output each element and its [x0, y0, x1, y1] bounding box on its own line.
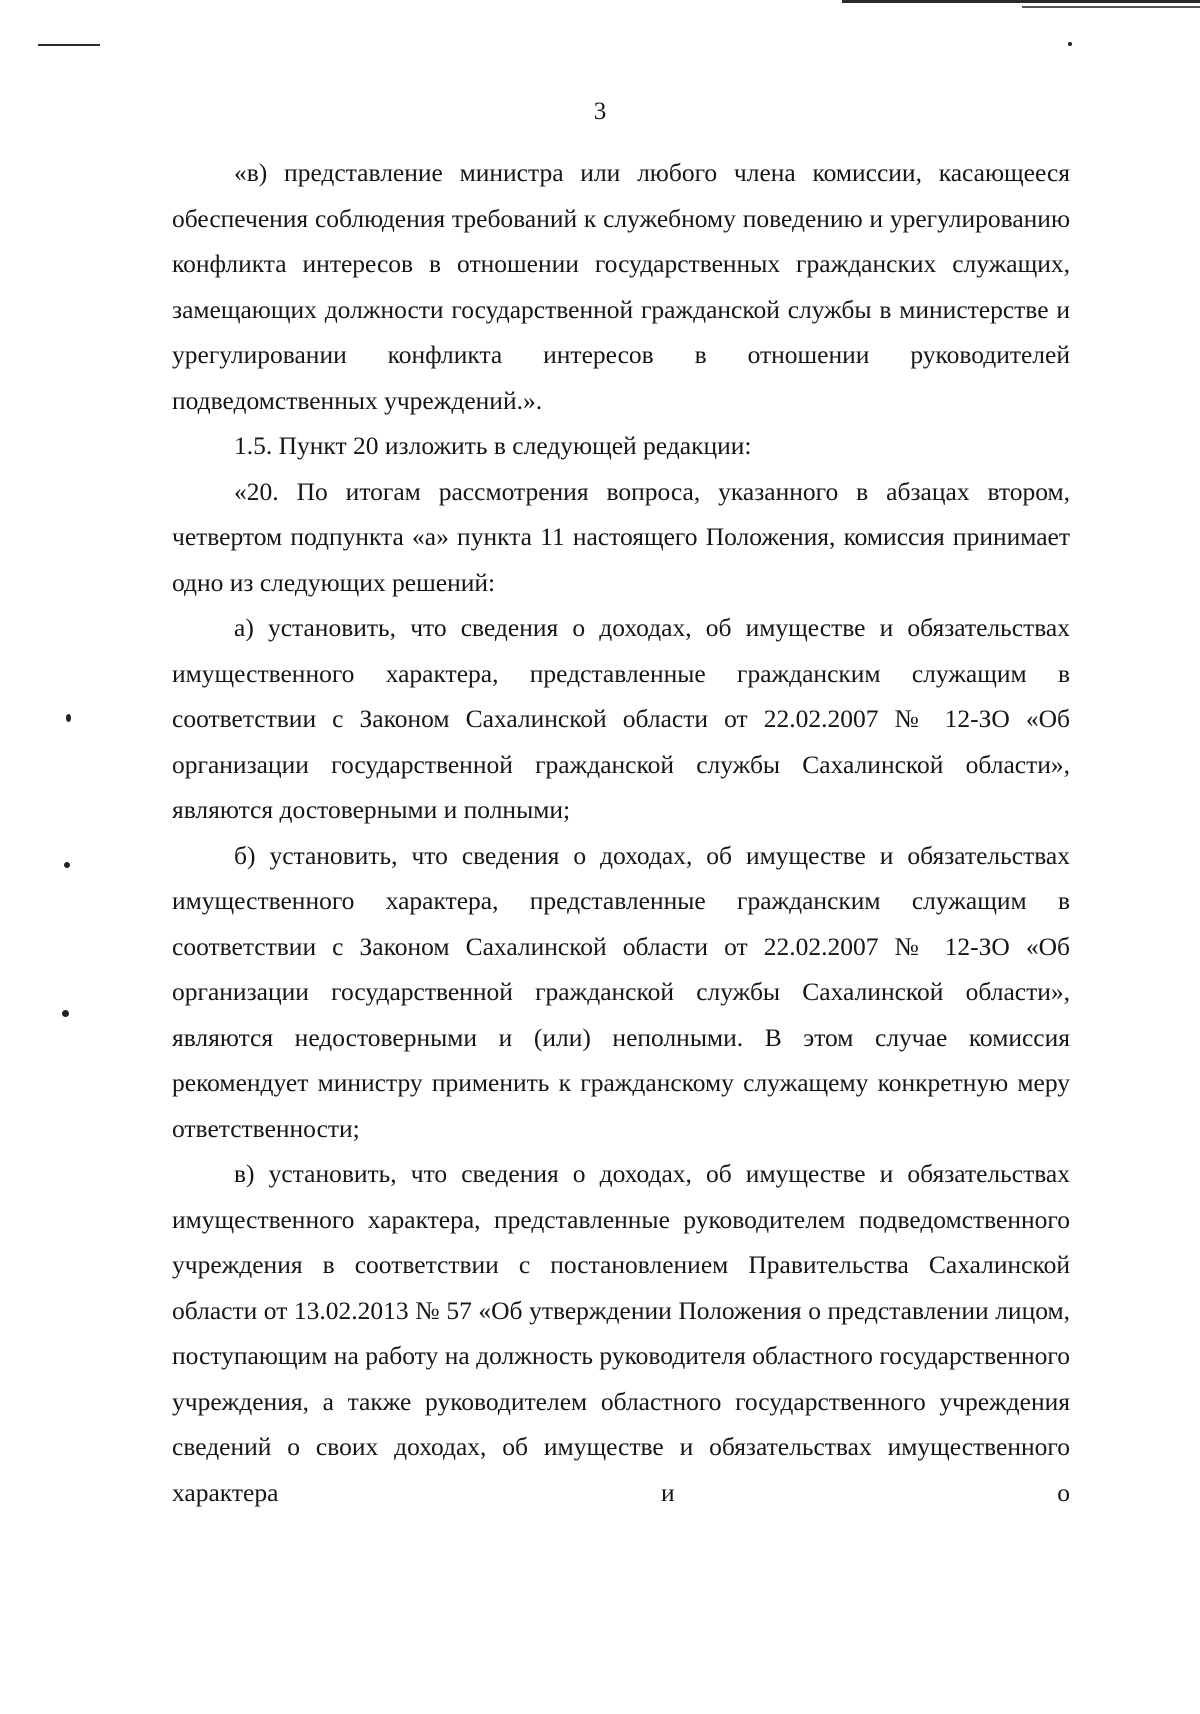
paragraph-clause-v: «в) представление министра или любого члена комиссии, касающееся обеспечения соблюдения требований к служебному поведению и урегулированию конфликта интересов в отношении государственных гражданских служащих, замещающих должности государственной гражданской службы в министерстве и урегулировании конфликта интересов в отношении руководителей подведомственных учреждений.».	[172, 158, 1070, 415]
paragraph-decision-v: в) установить, что сведения о доходах, об имуществе и обязательствах имущественного характера, представленные руководителем подведомственного учреждения в соответствии с постановлением Правительства Сахалинской области от 13.02.2013 № 57 «Об утверждении Положения о представлении лицом, поступающим на работу на должность руководителя областного государственного учреждения, а также руководителем областного государственного учреждения сведений о своих доходах, об имуществе и обязательствах имущественного характера и о	[172, 1159, 1070, 1507]
page-number: 3	[593, 98, 607, 125]
scan-speck	[66, 714, 71, 722]
scan-edge-mark	[842, 0, 1200, 3]
paragraph-decision-a: а) установить, что сведения о доходах, об имуществе и обязательствах имущественного характера, представленные гражданским служащим в соответствии с Законом Сахалинской области от 22.02.2007 № 12-ЗО «Об организации государственной гражданской службы Сахалинской области», являются достоверными и полными;	[172, 613, 1070, 824]
paragraph-decision-b: б) установить, что сведения о доходах, об имуществе и обязательствах имущественного характера, представленные гражданским служащим в соответствии с Законом Сахалинской области от 22.02.2007 № 12-ЗО «Об организации государственной гражданской службы Сахалинской области», являются недостоверными и (или) неполными. В этом случае комиссия рекомендует министру применить к гражданскому служащему конкретную меру ответственности;	[172, 840, 1070, 1143]
paragraph-item-1-5: 1.5. Пункт 20 изложить в следующей редакции:	[234, 431, 752, 460]
scan-speck	[64, 862, 70, 868]
scan-edge-mark	[1022, 6, 1200, 8]
paragraph-point-20: «20. По итогам рассмотрения вопроса, указанного в абзацах втором, четвертом подпункта «а» пункта 11 настоящего Положения, комиссия принимает одно из следующих решений:	[172, 476, 1070, 597]
scan-edge-mark	[38, 44, 100, 46]
scan-speck	[1068, 42, 1072, 46]
scan-speck	[62, 1010, 69, 1017]
document-body	[172, 150, 1070, 1515]
